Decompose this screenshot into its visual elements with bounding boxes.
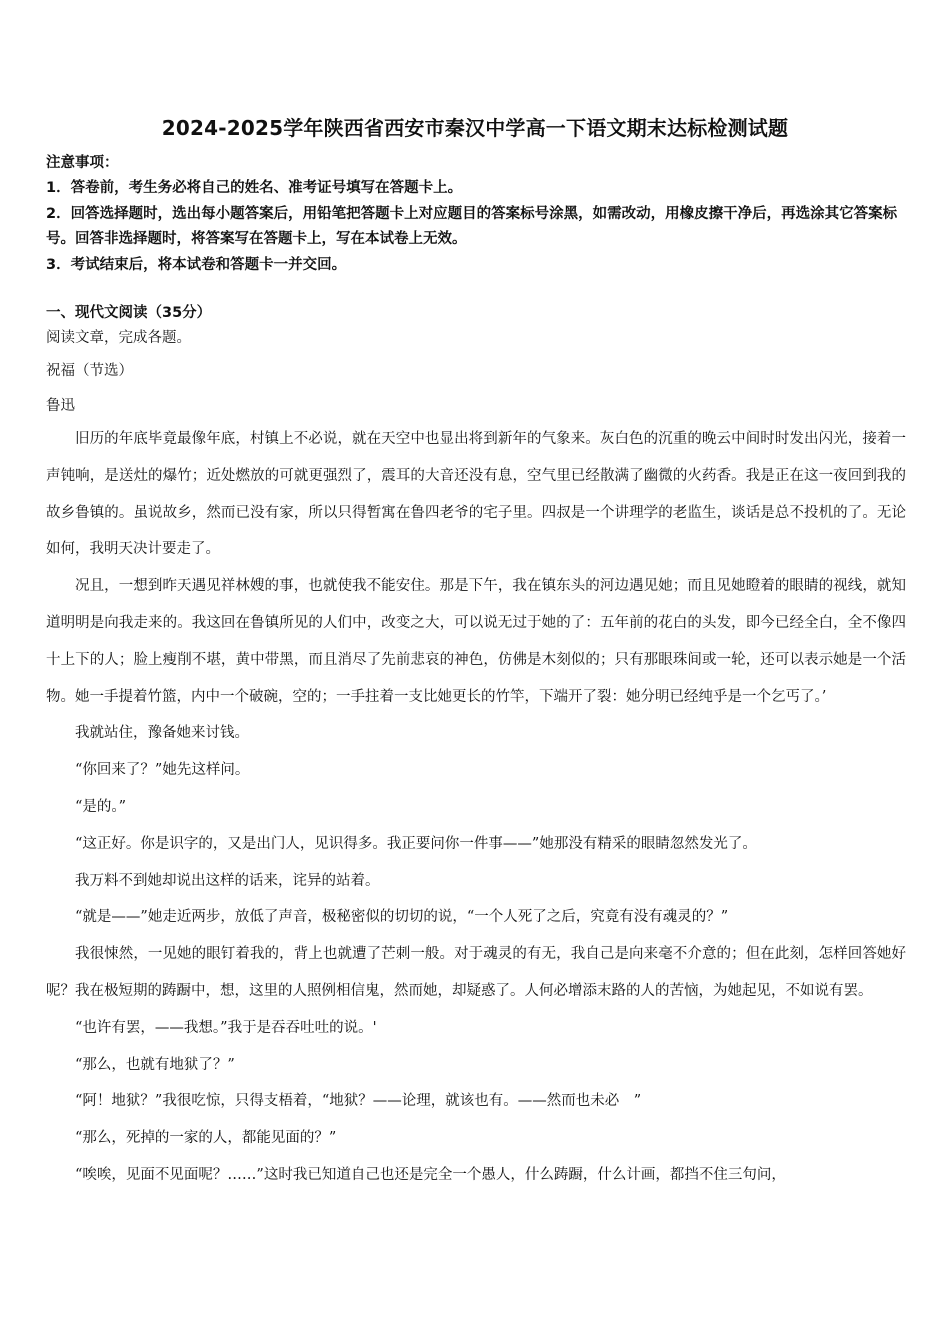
- passage-body: [46, 421, 906, 1194]
- work-author: 鲁迅: [46, 398, 75, 414]
- passage-paragraph: “就是——”她走近两步，放低了声音，极秘密似的切切的说，“一个人死了之后，究竟有没有魂灵的？”: [75, 909, 729, 926]
- passage-paragraph: “你回来了？”她先这样问。: [75, 762, 250, 779]
- notice-list: [46, 176, 912, 278]
- passage-paragraph: “这正好。你是识字的，又是出门人，见识得多。我正要问你一件事——”她那没有精采的眼睛忽然发光了。: [75, 835, 757, 852]
- notice-heading: 注意事项：: [46, 155, 119, 171]
- passage-paragraph: “唉唉，见面不见面呢？……”这时我已知道自己也还是完全一个愚人，什么踌蹰，什么计画，都挡不住三句问，: [75, 1166, 786, 1183]
- passage-paragraph: 我就站住，豫备她来讨钱。: [75, 725, 249, 742]
- passage-paragraph: 旧历的年底毕竟最像年底，村镇上不必说，就在天空中也显出将到新年的气象来。灰白色的沉重的晚云中间时时发出闪光，接着一声钝响，是送灶的爆竹；近处燃放的可就更强烈了，震耳的大音还没有息，空气里已经散满了幽微的火药香。我是正在这一夜回到我的故乡鲁镇的。虽说故乡，然而已没有家，所以只得暂寓在鲁四老爷的宅子里。四叔是一个讲理学的老监生，谈话是总不投机的了。无论如何，我明天决计要走了。: [46, 431, 906, 558]
- passage-paragraph: “那么，也就有地狱了？”: [75, 1056, 235, 1073]
- notice-item: 3．考试结束后，将本试卷和答题卡一并交回。: [46, 256, 347, 273]
- section-heading: 一、现代文阅读（35分）: [46, 305, 212, 321]
- passage-paragraph: “阿！地狱？”我很吃惊，只得支梧着，“地狱？——论理，就该也有。——然而也未必 ”: [75, 1093, 642, 1110]
- work-title: 祝福（节选）: [46, 363, 133, 379]
- passage-paragraph: 我万料不到她却说出这样的话来，诧异的站着。: [75, 872, 380, 889]
- passage-paragraph: “是的。”: [75, 798, 127, 815]
- passage-paragraph: 我很悚然，一见她的眼钉着我的，背上也就遭了芒刺一般。对于魂灵的有无，我自己是向来毫不介意的；但在此刻，怎样回答她好呢？我在极短期的踌蹰中，想，这里的人照例相信鬼，然而她，却疑惑了。人何必增添末路的人的苦恼，为她起见，不如说有罢。: [46, 946, 906, 999]
- notice-item: 2．回答选择题时，选出每小题答案后，用铅笔把答题卡上对应题目的答案标号涂黑，如需改动，用橡皮擦干净后，再选涂其它答案标号。回答非选择题时，将答案写在答题卡上，写在本试卷上无效。: [46, 205, 898, 247]
- passage-paragraph: 况且，一想到昨天遇见祥林嫂的事，也就使我不能安住。那是下午，我在镇东头的河边遇见她；而且见她瞪着的眼睛的视线，就知道明明是向我走来的。我这回在鲁镇所见的人们中，改变之大，可以说无过于她的了：五年前的花白的头发，即今已经全白，全不像四十上下的人；脸上瘦削不堪，黄中带黑，而且消尽了先前悲哀的神色，仿佛是木刻似的；只有那眼珠间或一轮，还可以表示她是一个活物。她一手提着竹篮，内中一个破碗，空的；一手拄着一支比她更长的竹竿，下端开了裂：她分明已经纯乎是一个乞丐了。’: [46, 578, 906, 705]
- notice-item: 1．答卷前，考生务必将自己的姓名、准考证号填写在答题卡上。: [46, 180, 463, 196]
- passage-paragraph: “那么，死掉的一家的人，都能见面的？”: [75, 1130, 337, 1147]
- passage-paragraph: “也许有罢，——我想。”我于是吞吞吐吐的说。': [75, 1019, 377, 1036]
- reading-instruction: 阅读文章，完成各题。: [46, 330, 191, 346]
- exam-title: 2024-2025学年陕西省西安市秦汉中学高一下语文期末达标检测试题: [161, 116, 789, 140]
